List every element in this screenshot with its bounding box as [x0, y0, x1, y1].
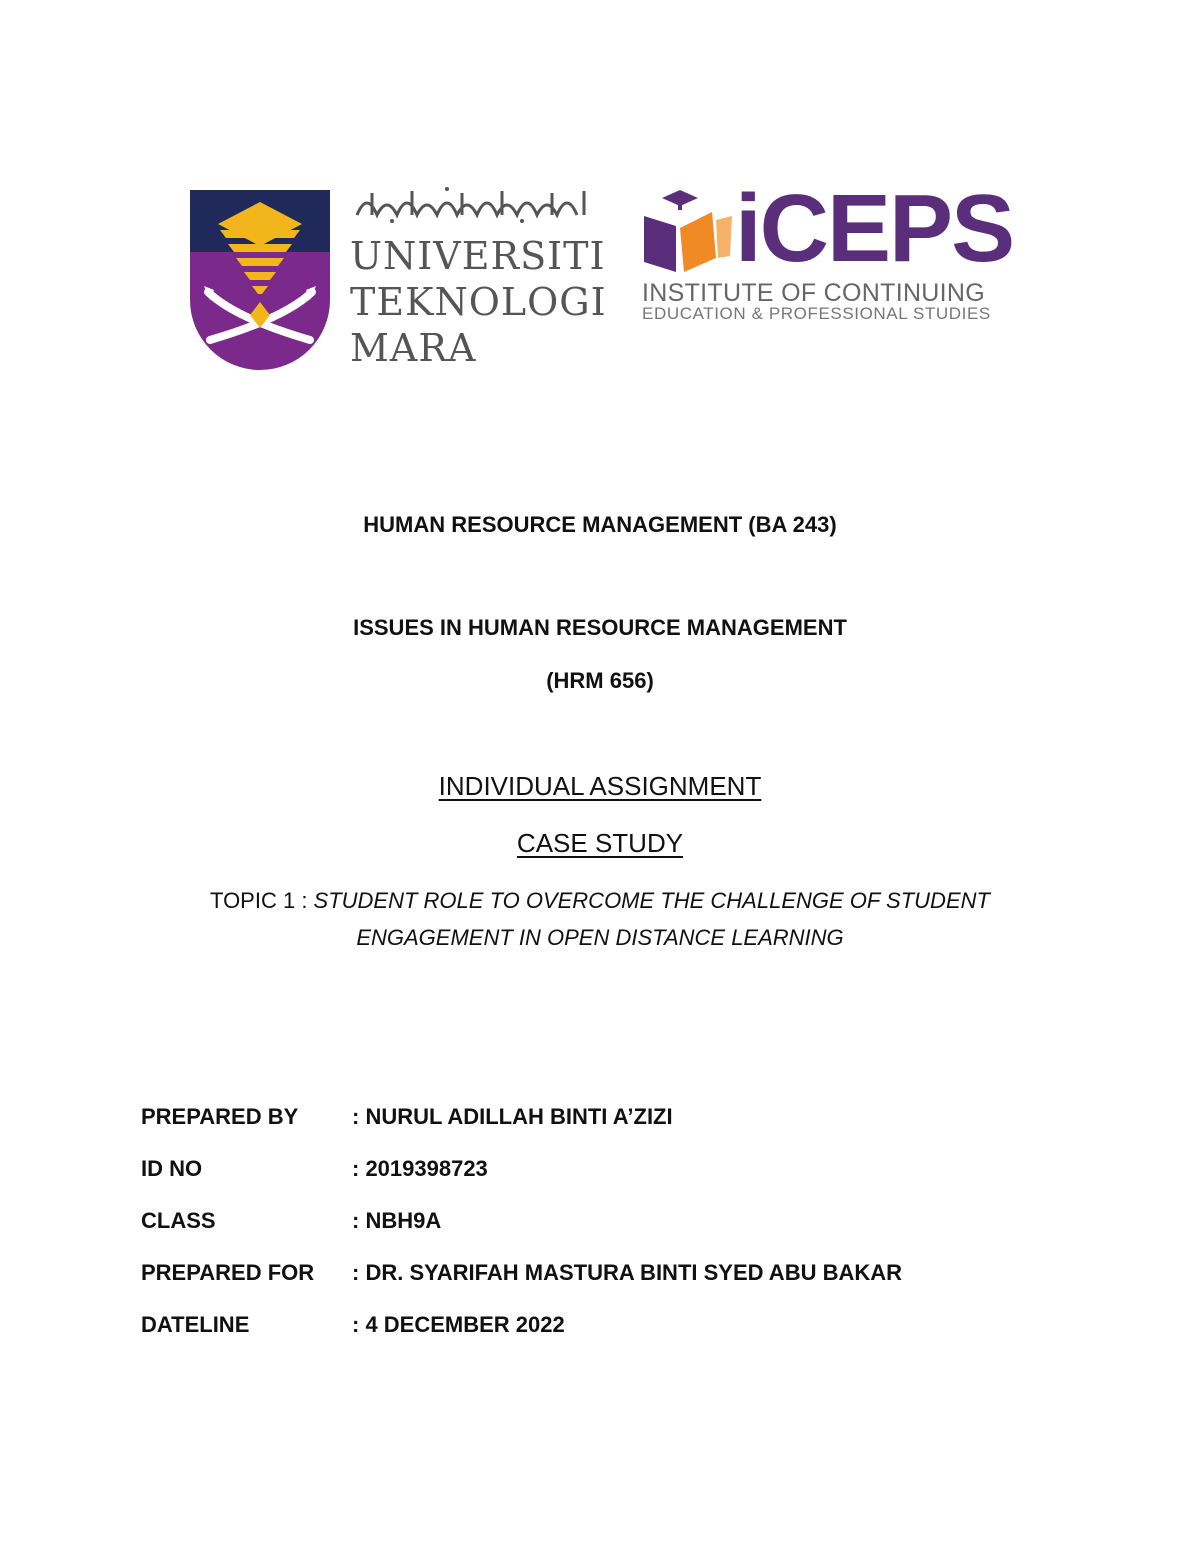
detail-value: : 4 DECEMBER 2022 — [352, 1312, 565, 1337]
topic-line2 — [0, 919, 1200, 956]
detail-value: : NURUL ADILLAH BINTI A’ZIZI — [352, 1104, 673, 1129]
detail-label: DATELINE — [141, 1312, 250, 1337]
detail-row-prepared-by — [141, 1100, 1041, 1152]
uitm-wordmark-line3: MARA — [350, 326, 477, 370]
assignment-type-text: INDIVIDUAL ASSIGNMENT — [438, 771, 762, 801]
uitm-jawi-wordmark — [352, 185, 597, 225]
detail-row-id-no — [141, 1152, 1041, 1204]
iceps-subtitle-line2: EDUCATION & PROFESSIONAL STUDIES — [642, 304, 991, 323]
header-logos — [190, 175, 1014, 370]
assignment-type — [0, 771, 1200, 802]
subject-code: (HRM 656) — [546, 668, 654, 693]
detail-label: PREPARED FOR — [141, 1260, 315, 1285]
iceps-books-icon — [640, 190, 735, 275]
subject-title: ISSUES IN HUMAN RESOURCE MANAGEMENT — [353, 615, 847, 640]
detail-value: : 2019398723 — [352, 1156, 488, 1181]
detail-row-prepared-for — [141, 1256, 1041, 1308]
uitm-wordmark-line2: TEKNOLOGI — [350, 280, 607, 324]
uitm-crest-logo — [190, 190, 330, 370]
submission-details — [141, 1100, 1041, 1360]
topic-title-line1: STUDENT ROLE TO OVERCOME THE CHALLENGE OF STUDENT — [313, 888, 990, 913]
detail-label: PREPARED BY — [141, 1104, 299, 1129]
iceps-wordmark: iCEPS — [735, 175, 1014, 282]
detail-row-class — [141, 1204, 1041, 1256]
iceps-subtitle-line1: INSTITUTE OF CONTINUING — [642, 279, 985, 307]
uitm-wordmark-line1: UNIVERSITI — [350, 234, 606, 278]
detail-value: : DR. SYARIFAH MASTURA BINTI SYED ABU BAKAR — [352, 1260, 903, 1285]
topic-prefix: TOPIC 1 : — [210, 888, 314, 913]
detail-label: ID NO — [141, 1156, 203, 1181]
detail-row-dateline — [141, 1308, 1041, 1360]
assignment-kind — [0, 828, 1200, 859]
detail-label: CLASS — [141, 1208, 216, 1233]
course-title: HUMAN RESOURCE MANAGEMENT (BA 243) — [363, 512, 837, 537]
detail-value: : NBH9A — [352, 1208, 442, 1233]
topic-title-line2: ENGAGEMENT IN OPEN DISTANCE LEARNING — [356, 925, 844, 950]
assignment-kind-text: CASE STUDY — [516, 828, 684, 858]
topic-line1 — [0, 882, 1200, 919]
